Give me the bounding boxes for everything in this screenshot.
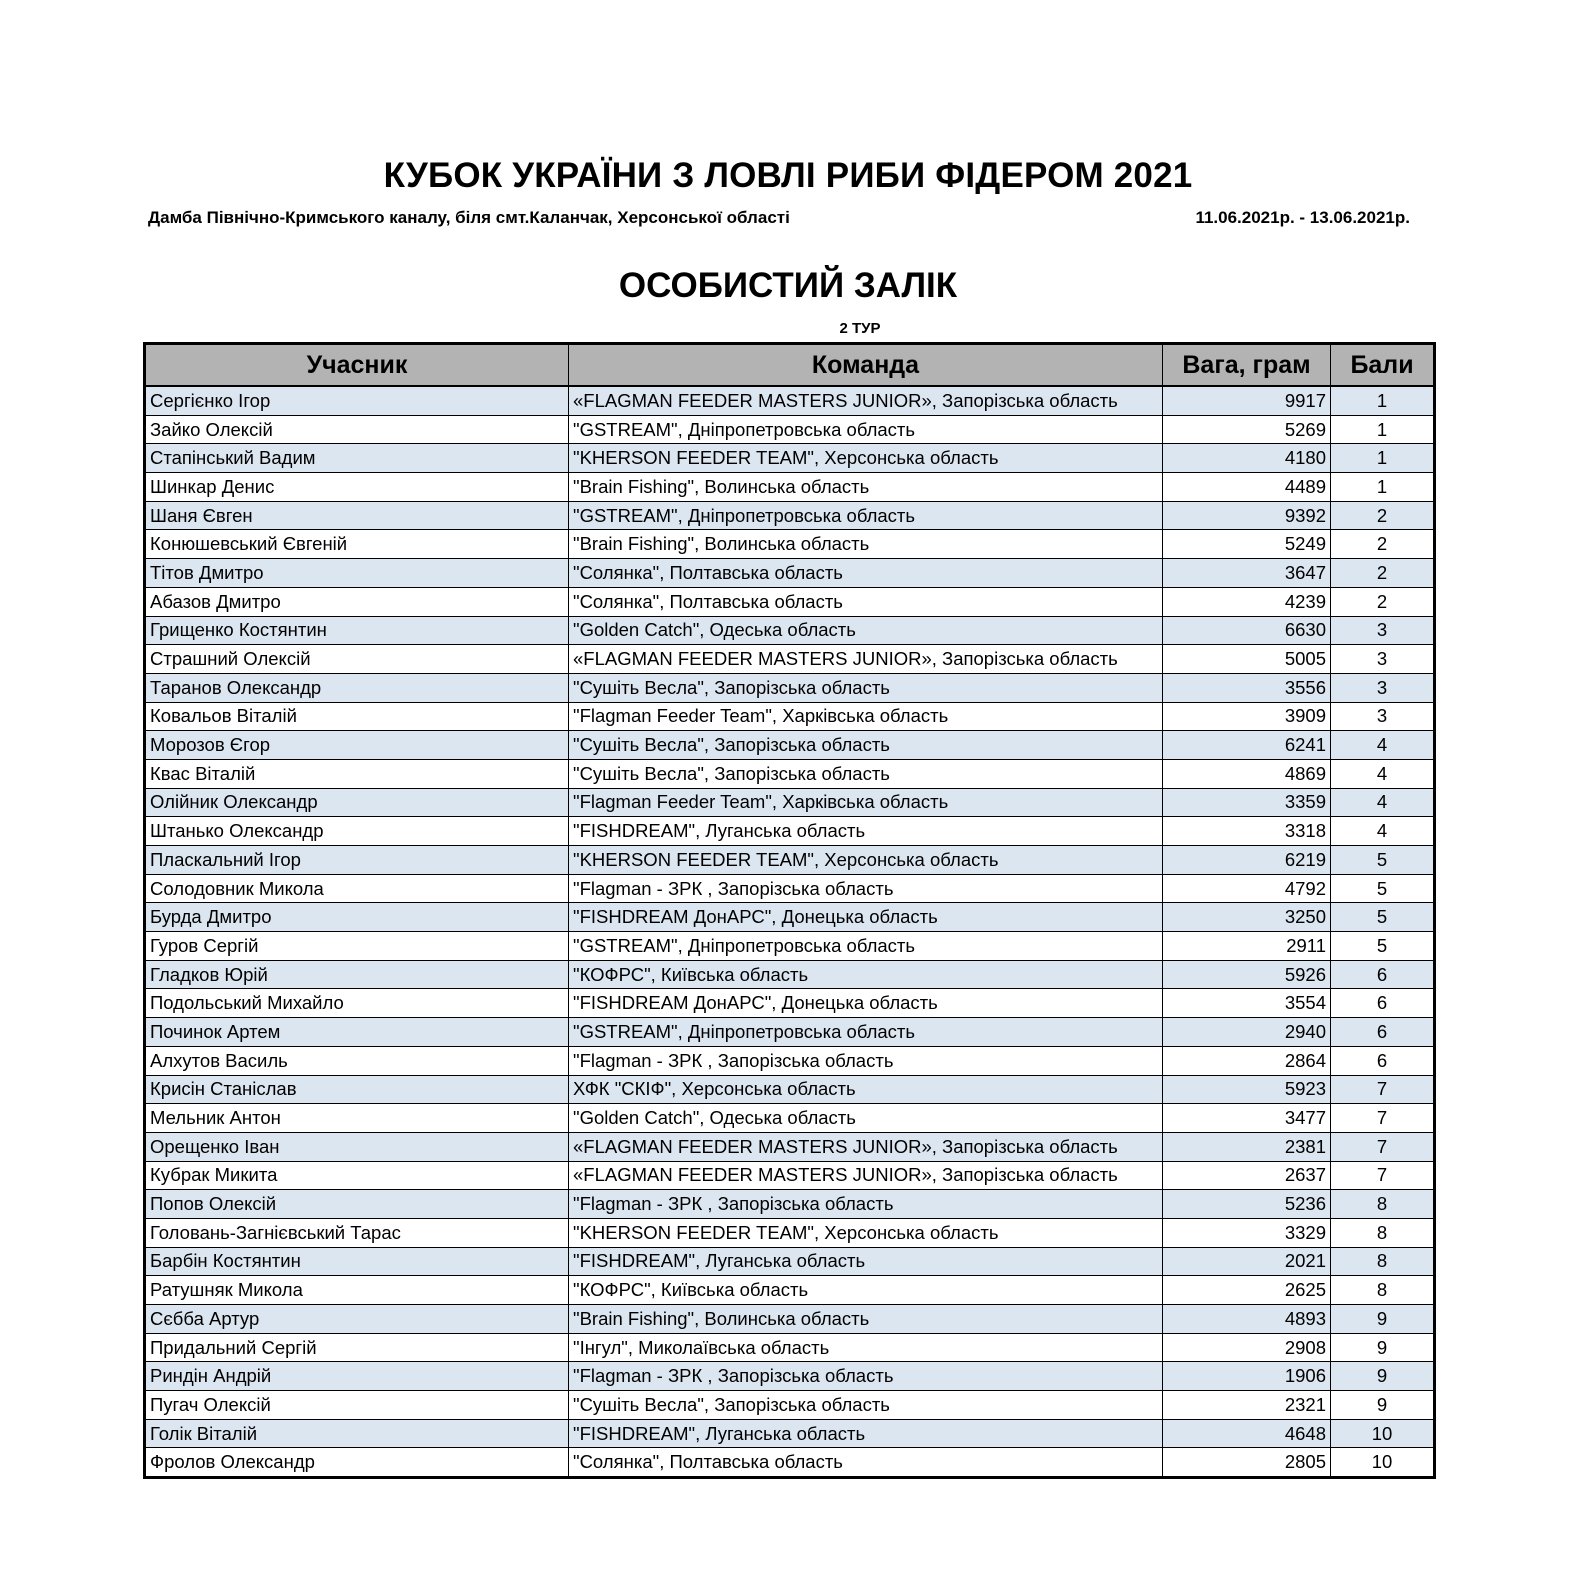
points-cell: 6 xyxy=(1331,1046,1435,1075)
document-title: КУБОК УКРАЇНИ З ЛОВЛІ РИБИ ФІДЕРОМ 2021 xyxy=(383,156,1193,195)
team-cell: "Сушіть Весла", Запорізська область xyxy=(569,759,1163,788)
weight-cell: 3359 xyxy=(1163,788,1331,817)
participant-cell: Пласкальний Ігор xyxy=(145,846,569,875)
participant-cell: Штанько Олександр xyxy=(145,817,569,846)
team-cell: "FISHDREAM ДонАРС", Донецька область xyxy=(569,989,1163,1018)
team-cell: "Сушіть Весла", Запорізська область xyxy=(569,1391,1163,1420)
participant-cell: Орещенко Іван xyxy=(145,1132,569,1161)
team-cell: "Flagman - ЗРК , Запорізська область xyxy=(569,1362,1163,1391)
team-cell: «FLAGMAN FEEDER MASTERS JUNIOR», Запорізська область xyxy=(569,386,1163,415)
points-cell: 10 xyxy=(1331,1419,1435,1448)
weight-cell: 4893 xyxy=(1163,1305,1331,1334)
weight-cell: 4792 xyxy=(1163,874,1331,903)
table-row xyxy=(145,960,1435,989)
table-row xyxy=(145,444,1435,473)
participant-cell: Шаня Євген xyxy=(145,501,569,530)
weight-cell: 6241 xyxy=(1163,731,1331,760)
team-cell: «FLAGMAN FEEDER MASTERS JUNIOR», Запорізська область xyxy=(569,645,1163,674)
weight-cell: 2940 xyxy=(1163,1018,1331,1047)
points-cell: 4 xyxy=(1331,817,1435,846)
participant-cell: Крисін Станіслав xyxy=(145,1075,569,1104)
participant-cell: Конюшевський Євгеній xyxy=(145,530,569,559)
weight-cell: 3477 xyxy=(1163,1104,1331,1133)
participant-cell: Бурда Дмитро xyxy=(145,903,569,932)
weight-cell: 4180 xyxy=(1163,444,1331,473)
points-cell: 5 xyxy=(1331,932,1435,961)
participant-cell: Риндін Андрій xyxy=(145,1362,569,1391)
team-cell: "Солянка", Полтавська область xyxy=(569,559,1163,588)
team-cell: "Сушіть Весла", Запорізська область xyxy=(569,731,1163,760)
weight-cell: 4648 xyxy=(1163,1419,1331,1448)
points-cell: 6 xyxy=(1331,989,1435,1018)
weight-cell: 5269 xyxy=(1163,415,1331,444)
participant-cell: Грищенко Костянтин xyxy=(145,616,569,645)
participant-cell: Морозов Єгор xyxy=(145,731,569,760)
points-cell: 4 xyxy=(1331,731,1435,760)
weight-cell: 4869 xyxy=(1163,759,1331,788)
participant-cell: Сергієнко Ігор xyxy=(145,386,569,415)
participant-cell: Гладков Юрій xyxy=(145,960,569,989)
points-cell: 2 xyxy=(1331,559,1435,588)
weight-cell: 5923 xyxy=(1163,1075,1331,1104)
table-row xyxy=(145,415,1435,444)
table-row xyxy=(145,1448,1435,1478)
team-cell: "Солянка", Полтавська область xyxy=(569,1448,1163,1478)
results-table xyxy=(143,342,1436,1479)
participant-cell: Шинкар Денис xyxy=(145,473,569,502)
points-cell: 7 xyxy=(1331,1132,1435,1161)
table-row xyxy=(145,846,1435,875)
participant-cell: Стапінський Вадим xyxy=(145,444,569,473)
weight-cell: 3250 xyxy=(1163,903,1331,932)
participant-cell: Голік Віталій xyxy=(145,1419,569,1448)
table-row xyxy=(145,559,1435,588)
weight-cell: 3647 xyxy=(1163,559,1331,588)
weight-cell: 1906 xyxy=(1163,1362,1331,1391)
table-row xyxy=(145,616,1435,645)
points-cell: 7 xyxy=(1331,1075,1435,1104)
weight-cell: 2637 xyxy=(1163,1161,1331,1190)
column-header-team: Команда xyxy=(569,344,1163,387)
weight-cell: 3556 xyxy=(1163,673,1331,702)
points-cell: 3 xyxy=(1331,673,1435,702)
team-cell: "GSTREAM", Дніпропетровська область xyxy=(569,415,1163,444)
points-cell: 7 xyxy=(1331,1161,1435,1190)
team-cell: "Flagman Feeder Team", Харківська область xyxy=(569,702,1163,731)
table-row xyxy=(145,386,1435,415)
participant-cell: Головань-Загнієвський Тарас xyxy=(145,1218,569,1247)
participant-cell: Ратушняк Микола xyxy=(145,1276,569,1305)
team-cell: "Flagman - ЗРК , Запорізська область xyxy=(569,1190,1163,1219)
weight-cell: 5249 xyxy=(1163,530,1331,559)
weight-cell: 5926 xyxy=(1163,960,1331,989)
team-cell: "FISHDREAM", Луганська область xyxy=(569,1247,1163,1276)
table-row xyxy=(145,530,1435,559)
weight-cell: 2021 xyxy=(1163,1247,1331,1276)
team-cell: "Brain Fishing", Волинська область xyxy=(569,530,1163,559)
points-cell: 8 xyxy=(1331,1247,1435,1276)
weight-cell: 2911 xyxy=(1163,932,1331,961)
column-header-participant: Учасник xyxy=(145,344,569,387)
table-row xyxy=(145,731,1435,760)
points-cell: 1 xyxy=(1331,415,1435,444)
table-row xyxy=(145,645,1435,674)
team-cell: "КОФРС", Київська область xyxy=(569,1276,1163,1305)
team-cell: "Flagman - ЗРК , Запорізська область xyxy=(569,874,1163,903)
table-row xyxy=(145,874,1435,903)
points-cell: 4 xyxy=(1331,788,1435,817)
weight-cell: 5236 xyxy=(1163,1190,1331,1219)
points-cell: 2 xyxy=(1331,530,1435,559)
table-header-row xyxy=(145,344,1435,387)
points-cell: 6 xyxy=(1331,1018,1435,1047)
weight-cell: 4239 xyxy=(1163,587,1331,616)
column-header-weight: Вага, грам xyxy=(1163,344,1331,387)
column-header-points: Бали xyxy=(1331,344,1435,387)
team-cell: "Інгул", Миколаївська область xyxy=(569,1333,1163,1362)
points-cell: 9 xyxy=(1331,1362,1435,1391)
table-row xyxy=(145,1419,1435,1448)
weight-cell: 9917 xyxy=(1163,386,1331,415)
participant-cell: Пугач Олексій xyxy=(145,1391,569,1420)
participant-cell: Квас Віталій xyxy=(145,759,569,788)
table-row xyxy=(145,1046,1435,1075)
table-row xyxy=(145,1391,1435,1420)
team-cell: "GSTREAM", Дніпропетровська область xyxy=(569,1018,1163,1047)
points-cell: 9 xyxy=(1331,1391,1435,1420)
weight-cell: 2381 xyxy=(1163,1132,1331,1161)
weight-cell: 2625 xyxy=(1163,1276,1331,1305)
participant-cell: Тітов Дмитро xyxy=(145,559,569,588)
team-cell: "FISHDREAM", Луганська область xyxy=(569,1419,1163,1448)
weight-cell: 3909 xyxy=(1163,702,1331,731)
weight-cell: 2321 xyxy=(1163,1391,1331,1420)
section-title: ОСОБИСТИЙ ЗАЛІК xyxy=(618,266,958,305)
results-table-body xyxy=(145,386,1435,1478)
table-row xyxy=(145,788,1435,817)
team-cell: "Golden Catch", Одеська область xyxy=(569,616,1163,645)
points-cell: 1 xyxy=(1331,386,1435,415)
participant-cell: Страшний Олексій xyxy=(145,645,569,674)
points-cell: 9 xyxy=(1331,1333,1435,1362)
team-cell: "FISHDREAM", Луганська область xyxy=(569,817,1163,846)
weight-cell: 2864 xyxy=(1163,1046,1331,1075)
participant-cell: Ковальов Віталій xyxy=(145,702,569,731)
team-cell: "FISHDREAM ДонАРС", Донецька область xyxy=(569,903,1163,932)
table-row xyxy=(145,1247,1435,1276)
points-cell: 6 xyxy=(1331,960,1435,989)
participant-cell: Кубрак Микита xyxy=(145,1161,569,1190)
table-row xyxy=(145,702,1435,731)
points-cell: 3 xyxy=(1331,645,1435,674)
table-row xyxy=(145,1362,1435,1391)
participant-cell: Мельник Антон xyxy=(145,1104,569,1133)
points-cell: 3 xyxy=(1331,616,1435,645)
team-cell: "Flagman Feeder Team", Харківська область xyxy=(569,788,1163,817)
table-row xyxy=(145,587,1435,616)
team-cell: "Солянка", Полтавська область xyxy=(569,587,1163,616)
participant-cell: Олійник Олександр xyxy=(145,788,569,817)
points-cell: 3 xyxy=(1331,702,1435,731)
team-cell: "Brain Fishing", Волинська область xyxy=(569,473,1163,502)
participant-cell: Придальний Сергій xyxy=(145,1333,569,1362)
participant-cell: Сєбба Артур xyxy=(145,1305,569,1334)
team-cell: "Flagman - ЗРК , Запорізська область xyxy=(569,1046,1163,1075)
weight-cell: 6219 xyxy=(1163,846,1331,875)
points-cell: 9 xyxy=(1331,1305,1435,1334)
weight-cell: 3318 xyxy=(1163,817,1331,846)
participant-cell: Алхутов Василь xyxy=(145,1046,569,1075)
points-cell: 7 xyxy=(1331,1104,1435,1133)
participant-cell: Солодовник Микола xyxy=(145,874,569,903)
team-cell: "KHERSON FEEDER TEAM", Херсонська область xyxy=(569,444,1163,473)
participant-cell: Зайко Олексій xyxy=(145,415,569,444)
points-cell: 8 xyxy=(1331,1190,1435,1219)
participant-cell: Починок Артем xyxy=(145,1018,569,1047)
participant-cell: Барбін Костянтин xyxy=(145,1247,569,1276)
table-row xyxy=(145,1218,1435,1247)
table-row xyxy=(145,501,1435,530)
points-cell: 10 xyxy=(1331,1448,1435,1478)
team-cell: "Сушіть Весла", Запорізська область xyxy=(569,673,1163,702)
points-cell: 1 xyxy=(1331,444,1435,473)
team-cell: "KHERSON FEEDER TEAM", Херсонська область xyxy=(569,846,1163,875)
participant-cell: Таранов Олександр xyxy=(145,673,569,702)
participant-cell: Гуров Сергій xyxy=(145,932,569,961)
weight-cell: 3554 xyxy=(1163,989,1331,1018)
table-row xyxy=(145,1276,1435,1305)
weight-cell: 3329 xyxy=(1163,1218,1331,1247)
weight-cell: 4489 xyxy=(1163,473,1331,502)
table-row xyxy=(145,1075,1435,1104)
points-cell: 5 xyxy=(1331,874,1435,903)
table-row xyxy=(145,932,1435,961)
participant-cell: Фролов Олександр xyxy=(145,1448,569,1478)
weight-cell: 5005 xyxy=(1163,645,1331,674)
table-row xyxy=(145,989,1435,1018)
team-cell: "GSTREAM", Дніпропетровська область xyxy=(569,501,1163,530)
points-cell: 5 xyxy=(1331,846,1435,875)
team-cell: «FLAGMAN FEEDER MASTERS JUNIOR», Запорізська область xyxy=(569,1161,1163,1190)
table-row xyxy=(145,473,1435,502)
team-cell: ХФК "СКІФ", Херсонська область xyxy=(569,1075,1163,1104)
team-cell: "GSTREAM", Дніпропетровська область xyxy=(569,932,1163,961)
table-row xyxy=(145,1333,1435,1362)
participant-cell: Подольський Михайло xyxy=(145,989,569,1018)
points-cell: 1 xyxy=(1331,473,1435,502)
points-cell: 8 xyxy=(1331,1276,1435,1305)
table-row xyxy=(145,903,1435,932)
team-cell: «FLAGMAN FEEDER MASTERS JUNIOR», Запорізська область xyxy=(569,1132,1163,1161)
table-row xyxy=(145,673,1435,702)
points-cell: 8 xyxy=(1331,1218,1435,1247)
team-cell: "KHERSON FEEDER TEAM", Херсонська область xyxy=(569,1218,1163,1247)
table-row xyxy=(145,1018,1435,1047)
weight-cell: 9392 xyxy=(1163,501,1331,530)
weight-cell: 2908 xyxy=(1163,1333,1331,1362)
event-location: Дамба Північно-Кримського каналу, біля смт.Каланчак, Херсонської області xyxy=(148,208,790,227)
table-row xyxy=(145,1132,1435,1161)
points-cell: 2 xyxy=(1331,587,1435,616)
participant-cell: Абазов Дмитро xyxy=(145,587,569,616)
points-cell: 4 xyxy=(1331,759,1435,788)
team-cell: "Brain Fishing", Волинська область xyxy=(569,1305,1163,1334)
event-dates: 11.06.2021р. - 13.06.2021р. xyxy=(1195,208,1410,227)
table-row xyxy=(145,1161,1435,1190)
round-label: 2 ТУР xyxy=(839,320,881,337)
table-row xyxy=(145,1190,1435,1219)
table-row xyxy=(145,759,1435,788)
table-row xyxy=(145,1104,1435,1133)
team-cell: "КОФРС", Київська область xyxy=(569,960,1163,989)
weight-cell: 6630 xyxy=(1163,616,1331,645)
table-row xyxy=(145,1305,1435,1334)
points-cell: 2 xyxy=(1331,501,1435,530)
team-cell: "Golden Catch", Одеська область xyxy=(569,1104,1163,1133)
table-row xyxy=(145,817,1435,846)
points-cell: 5 xyxy=(1331,903,1435,932)
weight-cell: 2805 xyxy=(1163,1448,1331,1478)
participant-cell: Попов Олексій xyxy=(145,1190,569,1219)
